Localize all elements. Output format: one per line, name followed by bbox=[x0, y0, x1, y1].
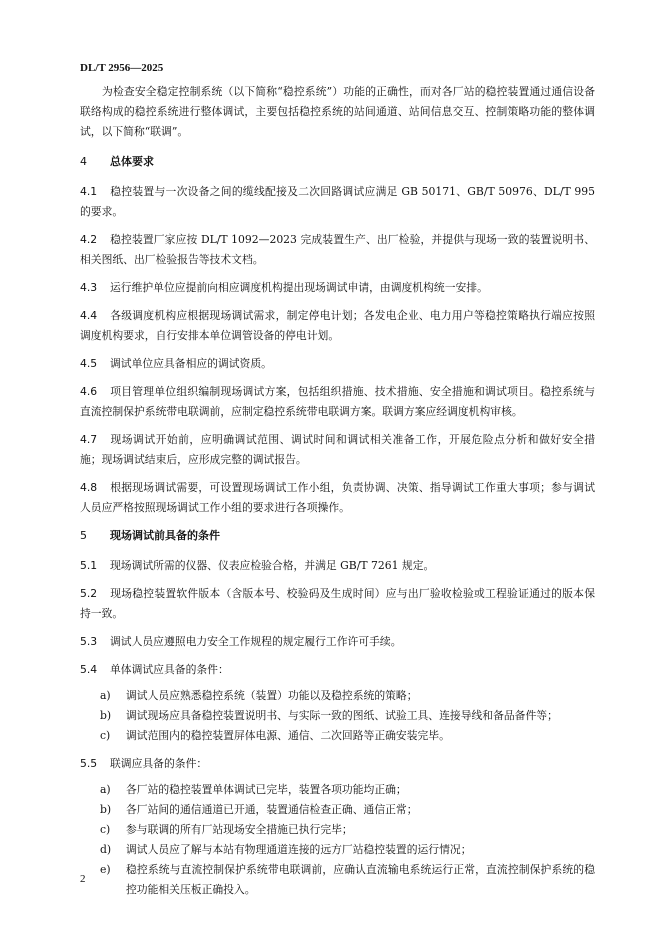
list-item bbox=[80, 706, 595, 726]
clause-5-4 bbox=[80, 660, 595, 680]
clause-text: 单体调试应具备的条件： bbox=[110, 663, 229, 676]
list-item bbox=[80, 800, 595, 820]
clause-text: 联调应具备的条件： bbox=[110, 757, 208, 770]
list-item bbox=[80, 860, 595, 900]
section-number: 5 bbox=[80, 529, 87, 542]
clause-4-1 bbox=[80, 182, 595, 222]
list-item-text: 调试现场应具备稳控装置说明书、与实际一致的图纸、试验工具、连接导线和备品备件等； bbox=[126, 709, 558, 722]
clause-5-2 bbox=[80, 584, 595, 624]
clause-text: 现场调试所需的仪器、仪表应检验合格，并满足 GB/T 7261 规定。 bbox=[110, 559, 435, 572]
list-item-text: 各厂站的稳控装置单体调试已完毕，装置各项功能均正确； bbox=[126, 783, 407, 796]
section-number: 4 bbox=[80, 155, 87, 168]
clause-number: 4.3 bbox=[80, 281, 98, 294]
clause-5-1 bbox=[80, 556, 595, 576]
list-item bbox=[80, 686, 595, 706]
clause-number: 5.5 bbox=[80, 757, 98, 770]
list-item bbox=[80, 726, 595, 746]
clause-text: 项目管理单位组织编制现场调试方案，包括组织措施、技术措施、安全措施和调试项目。稳控系统与直流控制保护系统带电联调前，应制定稳控系统带电联调方案。联调方案应经调度机构审核。 bbox=[80, 385, 595, 418]
list-item-text: 调试人员应了解与本站有物理通道连接的远方厂站稳控装置的运行情况； bbox=[126, 843, 472, 856]
list-marker: d) bbox=[100, 843, 112, 856]
clause-number: 4.1 bbox=[80, 185, 98, 198]
clause-number: 5.1 bbox=[80, 559, 98, 572]
clause-text: 稳控装置厂家应按 DL/T 1092—2023 完成装置生产、出厂检验，并提供与现场一致的装置说明书、相关图纸、出厂检验报告等技术文档。 bbox=[80, 233, 595, 266]
clause-4-6 bbox=[80, 382, 595, 422]
list-item bbox=[80, 840, 595, 860]
clause-4-7 bbox=[80, 430, 595, 470]
page-content bbox=[80, 82, 595, 908]
clause-number: 5.4 bbox=[80, 663, 98, 676]
section-title: 总体要求 bbox=[110, 155, 154, 168]
clause-number: 4.5 bbox=[80, 357, 98, 370]
clause-number: 4.8 bbox=[80, 481, 98, 494]
intro-paragraph: 为检查安全稳定控制系统（以下简称“稳控系统”）功能的正确性，而对各厂站的稳控装置通过通信设备联络构成的稳控系统进行整体调试，主要包括稳控系统的站间通道、站间信息交互、控制策略功能的整体调试，以下简称“联调”。 bbox=[80, 85, 595, 138]
section-title: 现场调试前具备的条件 bbox=[110, 529, 220, 542]
clause-number: 5.2 bbox=[80, 587, 98, 600]
clause-text: 调试人员应遵照电力安全工作规程的规定履行工作许可手续。 bbox=[110, 635, 402, 648]
list-item-text: 各厂站间的通信通道已开通，装置通信检查正确、通信正常； bbox=[126, 803, 418, 816]
page-number: 2 bbox=[80, 873, 86, 885]
list-marker: a) bbox=[100, 689, 111, 702]
list-item bbox=[80, 820, 595, 840]
clause-text: 调试单位应具备相应的调试资质。 bbox=[110, 357, 272, 370]
list-marker: e) bbox=[100, 863, 111, 876]
clause-4-2 bbox=[80, 230, 595, 270]
list-item bbox=[80, 780, 595, 800]
section-5-heading bbox=[80, 526, 595, 546]
clause-4-5 bbox=[80, 354, 595, 374]
clause-text: 根据现场调试需要，可设置现场调试工作小组，负责协调、决策、指导调试工作重大事项；参与调试人员应严格按照现场调试工作小组的要求进行各项操作。 bbox=[80, 481, 595, 514]
clause-number: 5.3 bbox=[80, 635, 98, 648]
list-marker: c) bbox=[100, 823, 111, 836]
list-item-text: 调试范围内的稳控装置屏体电源、通信、二次回路等正确安装完毕。 bbox=[126, 729, 450, 742]
list-marker: a) bbox=[100, 783, 111, 796]
clause-5-3 bbox=[80, 632, 595, 652]
list-marker: c) bbox=[100, 729, 111, 742]
standard-code: DL/T 2956—2025 bbox=[80, 62, 164, 74]
clause-5-5 bbox=[80, 754, 595, 774]
list-item-text: 稳控系统与直流控制保护系统带电联调前，应确认直流输电系统运行正常，直流控制保护系统的稳控功能相关压板正确投入。 bbox=[126, 863, 595, 896]
list-5-5 bbox=[80, 780, 595, 900]
clause-number: 4.7 bbox=[80, 433, 98, 446]
clause-text: 现场稳控装置软件版本（含版本号、校验码及生成时间）应与出厂验收检验或工程验证通过的版本保持一致。 bbox=[80, 587, 595, 620]
section-4-heading bbox=[80, 152, 595, 172]
list-item-text: 调试人员应熟悉稳控系统（装置）功能以及稳控系统的策略； bbox=[126, 689, 418, 702]
clause-4-4 bbox=[80, 306, 595, 346]
list-marker: b) bbox=[100, 803, 112, 816]
clause-text: 运行维护单位应提前向相应调度机构提出现场调试申请，由调度机构统一安排。 bbox=[110, 281, 488, 294]
clause-number: 4.2 bbox=[80, 233, 98, 246]
clause-number: 4.4 bbox=[80, 309, 98, 322]
clause-text: 各级调度机构应根据现场调试需求，制定停电计划；各发电企业、电力用户等稳控策略执行端应按照调度机构要求，自行安排本单位调管设备的停电计划。 bbox=[80, 309, 595, 342]
list-marker: b) bbox=[100, 709, 112, 722]
clause-4-8 bbox=[80, 478, 595, 518]
clause-number: 4.6 bbox=[80, 385, 98, 398]
clause-text: 现场调试开始前，应明确调试范围、调试时间和调试相关准备工作，开展危险点分析和做好安全措施；现场调试结束后，应形成完整的调试报告。 bbox=[80, 433, 595, 466]
clause-4-3 bbox=[80, 278, 595, 298]
clause-text: 稳控装置与一次设备之间的缆线配接及二次回路调试应满足 GB 50171、GB/T 50976、DL/T 995 的要求。 bbox=[80, 185, 595, 218]
list-5-4 bbox=[80, 686, 595, 746]
list-item-text: 参与联调的所有厂站现场安全措施已执行完毕； bbox=[126, 823, 353, 836]
